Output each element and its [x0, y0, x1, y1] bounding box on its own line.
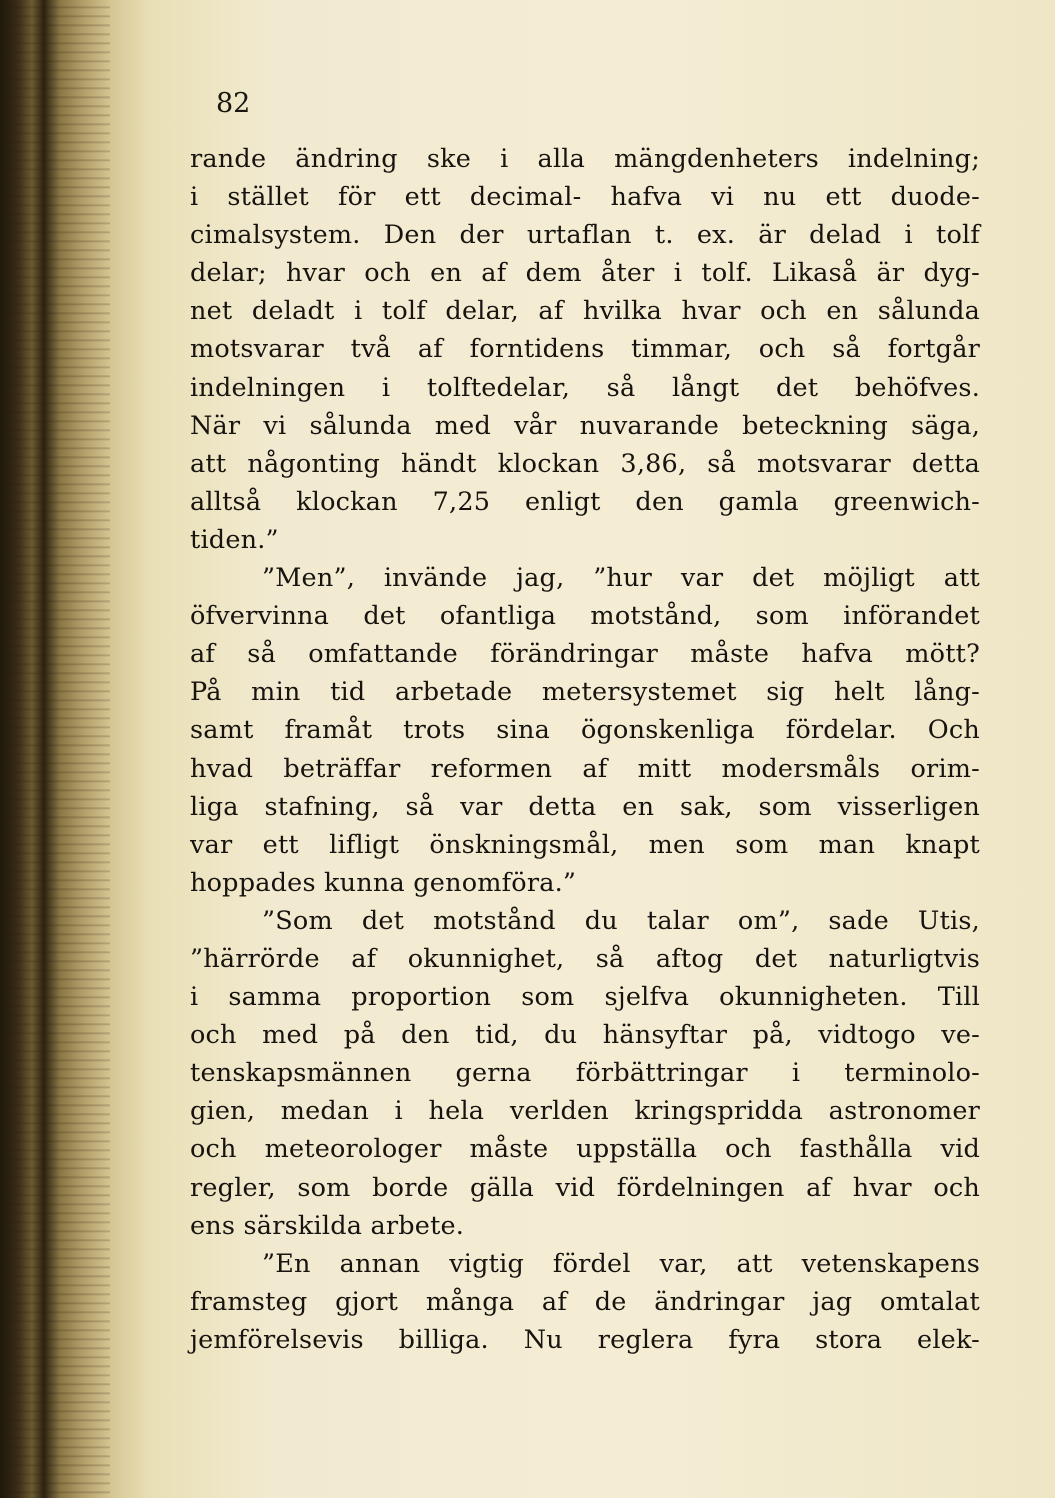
text-line: i samma proportion som sjelfva okunnigheten. Till	[190, 982, 980, 1013]
text-line: öfvervinna det ofantliga motstånd, som införandet	[190, 601, 980, 632]
text-line: ens särskilda arbete.	[190, 1210, 465, 1241]
text-line: ”En annan vigtig fördel var, att vetenskapens	[262, 1248, 980, 1279]
text-line: motsvarar två af forntidens timmar, och så fortgår	[190, 334, 980, 365]
text-line: samt framåt trots sina ögonskenliga fördelar. Och	[190, 715, 980, 746]
text-line: När vi sålunda med vår nuvarande beteckning säga,	[190, 410, 980, 441]
text-line: att någonting händt klockan 3,86, så motsvarar detta	[190, 448, 980, 479]
text-line: cimalsystem. Den der urtaflan t. ex. är delad i tolf	[190, 220, 980, 251]
text-line: regler, som borde gälla vid fördelningen af hvar och	[190, 1172, 980, 1203]
body-text	[190, 140, 980, 1359]
page-edges	[0, 0, 110, 1498]
text-line: liga stafning, så var detta en sak, som visserligen	[190, 791, 980, 822]
text-line: hvad beträffar reformen af mitt modersmåls orim-	[190, 753, 980, 784]
page-number: 82	[216, 88, 251, 119]
text-line: af så omfattande förändringar måste hafva mött?	[190, 639, 980, 670]
text-line: alltså klockan 7,25 enligt den gamla greenwich-	[190, 486, 980, 517]
text-line: och med på den tid, du hänsyftar på, vidtogo ve-	[190, 1020, 980, 1051]
text-line: ”Men”, invände jag, ”hur var det möjligt att	[262, 563, 980, 594]
text-line: indelningen i tolftedelar, så långt det behöfves.	[190, 372, 980, 403]
text-line: jemförelsevis billiga. Nu reglera fyra stora elek-	[190, 1324, 980, 1355]
text-line: På min tid arbetade metersystemet sig helt lång-	[190, 677, 980, 708]
text-line: ”Som det motstånd du talar om”, sade Utis,	[262, 905, 980, 936]
text-line: framsteg gjort många af de ändringar jag omtalat	[190, 1286, 980, 1317]
text-line: i stället för ett decimal- hafva vi nu ett duode-	[190, 182, 980, 213]
text-line: tenskapsmännen gerna förbättringar i terminolo-	[190, 1058, 980, 1089]
text-line: net deladt i tolf delar, af hvilka hvar och en sålunda	[190, 296, 980, 327]
text-line: rande ändring ske i alla mängdenheters indelning;	[190, 144, 980, 174]
text-line: gien, medan i hela verlden kringspridda astronomer	[190, 1096, 980, 1127]
text-line: tiden.”	[190, 524, 279, 555]
text-line: hoppades kunna genomföra.”	[190, 867, 577, 898]
text-line: ”härrörde af okunnighet, så aftog det naturligtvis	[190, 943, 980, 974]
text-line: och meteorologer måste uppställa och fasthålla vid	[190, 1134, 980, 1165]
text-line: var ett lifligt önskningsmål, men som man knapt	[190, 829, 980, 860]
text-line: delar; hvar och en af dem åter i tolf. Likaså är dyg-	[190, 258, 980, 289]
